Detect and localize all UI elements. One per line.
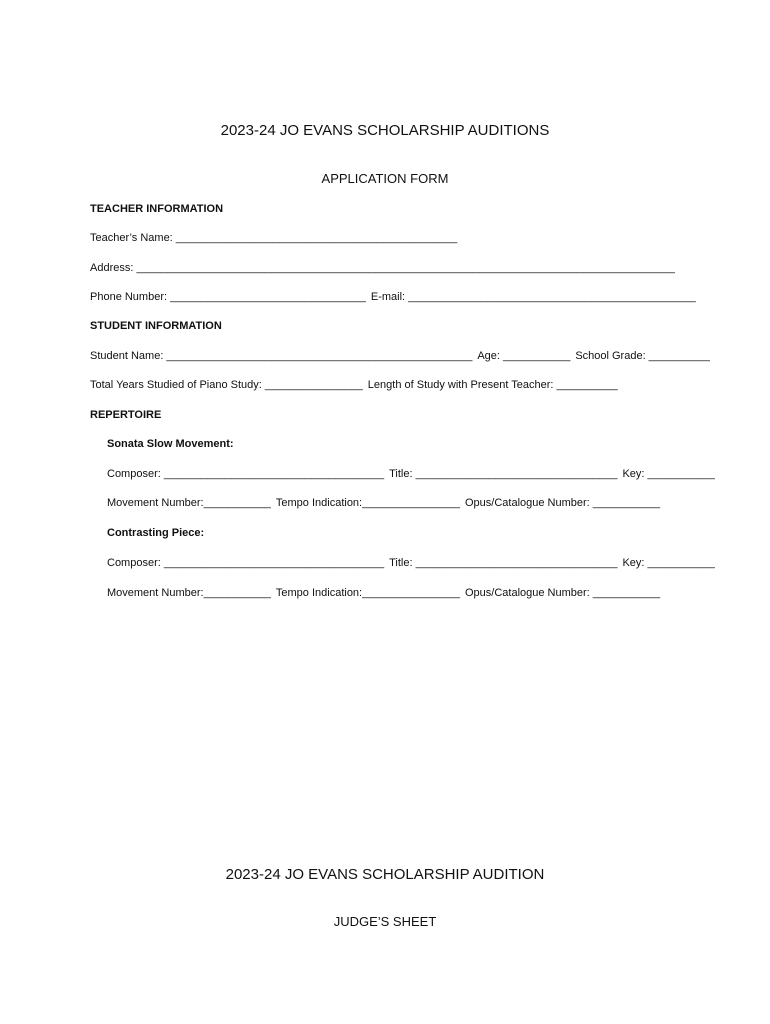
length-of-study-field: Length of Study with Present Teacher: __________ bbox=[367, 379, 618, 391]
judge-title: 2023-24 JO EVANS SCHOLARSHIP AUDITION bbox=[225, 866, 545, 883]
sonata-composer-row bbox=[107, 468, 715, 480]
application-subtitle: APPLICATION FORM bbox=[321, 171, 449, 186]
contrasting-composer-row bbox=[107, 557, 715, 569]
sonata-heading: Sonata Slow Movement: bbox=[107, 438, 234, 450]
email-field: E-mail: _______________________________________________ bbox=[370, 291, 696, 303]
sonata-composer-field: Composer: ____________________________________ bbox=[107, 468, 385, 480]
age-field: Age: ___________ bbox=[477, 350, 571, 362]
teacher-heading: TEACHER INFORMATION bbox=[90, 203, 224, 215]
repertoire-heading: REPERTOIRE bbox=[90, 409, 162, 421]
student-row bbox=[90, 350, 710, 362]
application-title: 2023-24 JO EVANS SCHOLARSHIP AUDITIONS bbox=[220, 122, 550, 139]
contrasting-tempo-field: Tempo Indication:________________ bbox=[275, 587, 460, 599]
sonata-movement-field: Movement Number:___________ bbox=[107, 497, 271, 509]
school-grade-field: School Grade: __________ bbox=[575, 350, 710, 362]
sonata-movement-row bbox=[107, 497, 660, 509]
sonata-opus-field: Opus/Catalogue Number: ___________ bbox=[465, 497, 661, 509]
address-field: Address: ________________________________________________________________________________________ bbox=[90, 262, 675, 274]
student-name-field: Student Name: __________________________________________________ bbox=[90, 350, 473, 362]
judge-subtitle: JUDGE’S SHEET bbox=[333, 914, 437, 929]
contrasting-opus-field: Opus/Catalogue Number: ___________ bbox=[465, 587, 661, 599]
contrasting-movement-field: Movement Number:___________ bbox=[107, 587, 271, 599]
student-heading: STUDENT INFORMATION bbox=[90, 320, 222, 332]
contrasting-heading: Contrasting Piece: bbox=[107, 527, 205, 539]
phone-field: Phone Number: ________________________________ bbox=[90, 291, 366, 303]
contrasting-key-field: Key: ___________ bbox=[622, 557, 715, 569]
years-studied-field: Total Years Studied of Piano Study: ________________ bbox=[90, 379, 363, 391]
study-row bbox=[90, 379, 618, 391]
contrasting-title-field: Title: _________________________________ bbox=[389, 557, 618, 569]
phone-email-row bbox=[90, 291, 696, 303]
contrasting-composer-field: Composer: ____________________________________ bbox=[107, 557, 385, 569]
sonata-tempo-field: Tempo Indication:________________ bbox=[275, 497, 460, 509]
sonata-key-field: Key: ___________ bbox=[622, 468, 715, 480]
teacher-name-field: Teacher’s Name: ______________________________________________ bbox=[90, 232, 458, 244]
contrasting-movement-row bbox=[107, 587, 660, 599]
sonata-title-field: Title: _________________________________ bbox=[389, 468, 618, 480]
